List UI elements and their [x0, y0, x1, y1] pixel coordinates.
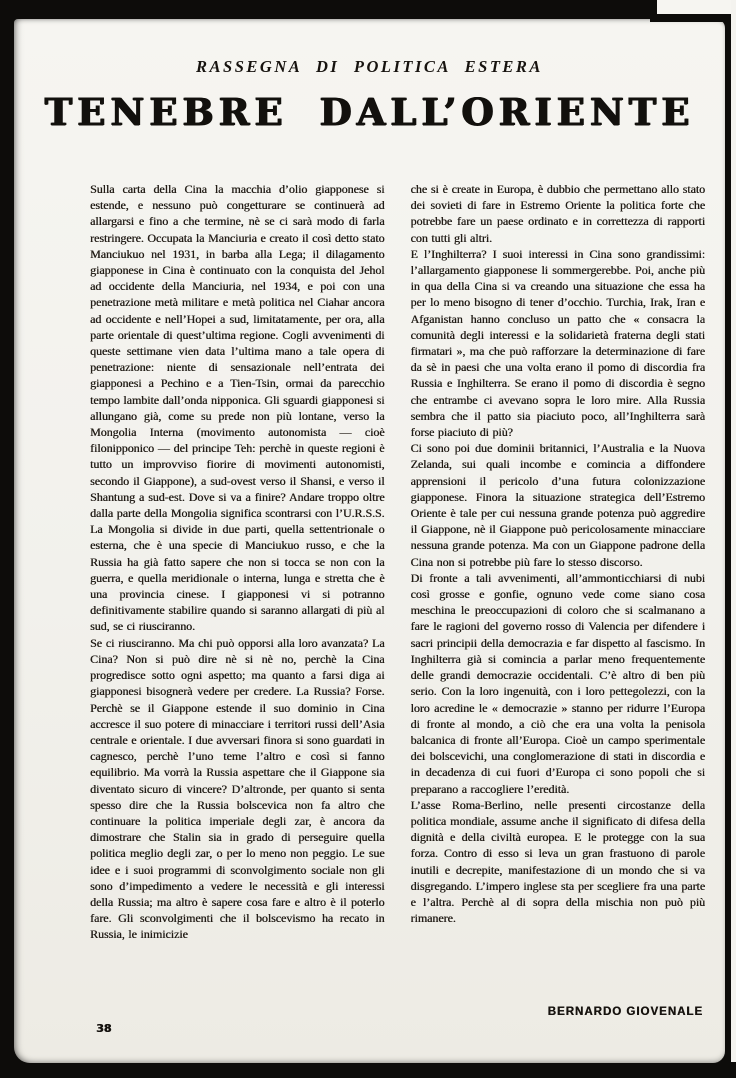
paragraph: Se ci riusciranno. Ma chi può opporsi alla loro avanzata? La Cina? Non si può dire nè si nè no, perchè la Cina progredisce sotto ogni aspetto; ma quanto a farsi diga ai giapponesi bisognerà vedere per credere. La Russia? Forse. Perchè se il Giappone estende il suo dominio in Cina accresce il suo potere di minacciare i territori russi dell’Asia centrale e orientale. I due avversari finora si sono guardati in cagnesco, perchè l’uno teme l’altro e così si fanno equilibrio. Ma vorrà la Russia aspettare che il Giappone sia diventato sicuro di vincere? D’altronde, per quanto si senta spesso dire che la Russia bolscevica non fa altro che continuare la politica imperiale degli zar, è ancora da dimostrare che Stalin sia in grado di perseguire quella politica meglio degli zar, o per lo meno non peggio. Le sue idee e i suoi programmi di sconvolgimento sociale non gli sono d’impedimento a vedere le necessità e gli interessi della Russia; ma altro è sapere cosa fare e altro è il poterlo fare. Gli sconvolgimenti che il bolscevismo ha recato in Russia, le inimicizie [90, 635, 385, 942]
page-number: 38 [96, 1022, 112, 1035]
scan-corner-top-right [657, 0, 736, 15]
author-byline: BERNARDO GIOVENALE [547, 1006, 703, 1018]
scan-edge-step [650, 14, 736, 22]
paragraph: Sulla carta della Cina la macchia d’olio giapponese si estende, e nessuno può congetturare se continuerà ad allargarsi e fino a che termine, nè se ci sarà modo di farla restringere. Occupata la Manciuria e creato il così detto stato Manciukuo nel 1931, in barba alla Lega; il dilagamento giapponese in Cina è continuato con la conquista del Jehol ad occidente della Manciuria, nel 1934, e poi con una penetrazione metà militare e metà politica nel Ciahar ancora ad occidente e nell’Hopei a sud, limitatamente, per ora, alla parte orientale di quest’ultima regione. Cogli avvenimenti di queste settimane vien data l’ultima mano a tale opera di penetrazione: niente di sensazionale nell’entrata dei giapponesi a Pechino e a Tien-Tsin, ormai da parecchio tempo lambite dall’onda nipponica. Gli sguardi giapponesi si allungano già, come su prede non più lontane, verso la Mongolia Interna (movimento autonomista — cioè filonipponico — del principe Teh: perchè in queste regioni è tutto un improvviso fiorire di movimenti autonomisti, secondo il Giappone), a sud-ovest verso il Shansi, e verso il Shantung a sud-est. Dove si va a finire? Andare troppo oltre dalla parte della Mongolia significa scontrarsi con l’U.R.S.S. La Mongolia si divide in due parti, quella settentrionale o esterna, che è una specie di Manciukuo russo, e che la Russia ha già fatto sapere che non si tocca se non con la guerra, e quella meridionale o interna, lunga e stretta che è una provincia cinese. I giapponesi vi si potranno definitivamente stabilire quando si saranno allargati di più al sud, se ci riusciranno. [90, 182, 385, 634]
paragraph: Ci sono poi due dominii britannici, l’Australia e la Nuova Zelanda, sui quali incombe e comincia a diffondere apprensioni il pericolo d’una futura colonizzazione giapponese. Finora la situazione strategica dell’Estremo Oriente è tale per cui nessuna grande potenza può aggredire il Giappone, nè il Giappone può pericolosamente minacciare nessuna grande potenza. Ma con un Giappone padrone della Cina non si potrebbe più fare lo stesso discorso. [410, 441, 705, 569]
right-column [411, 181, 706, 1043]
scan-edge-right-strip [731, 0, 736, 1062]
section-kicker: RASSEGNA DI POLITICA ESTERA [196, 57, 543, 76]
paragraph: che si è create in Europa, è dubbio che permettano allo stato dei sovieti di fare in Estremo Oriente la politica forte che potrebbe fare un paese ordinato e in correttezza di rapporti con tutti gli altri. [410, 182, 705, 245]
left-column [90, 181, 385, 1043]
page-sheet [14, 19, 725, 1063]
paragraph: Di fronte a tali avvenimenti, all’ammonticchiarsi di nubi così grosse e gonfie, ognuno vede come siano cosa meschina le preoccupazioni di coloro che si scalmanano a fare le ragioni del governo rosso di Valencia per difendere i sacri principii della democrazia e far dispetto al fascismo. In Inghilterra già si comincia a parlar meno frequentemente delle grandi democrazie occidentali. C’è altro di ben più serio. Con la loro ingenuità, con i loro pettegolezzi, con la loro acredine le « democrazie » stanno per ridurre l’Europa di fronte al mondo, a ciò che era una volta la penisola balcanica di fronte all’Europa. Cioè un campo sperimentale dei bolscevichi, una conglomerazione di stati in discordia e in decadenza di cui fuori d’Europa ci sono popoli che si preparano a raccogliere l’eredità. [410, 570, 705, 796]
paragraph: E l’Inghilterra? I suoi interessi in Cina sono grandissimi: l’allargamento giapponese li sommergerebbe. Poi, anche più in qua della Cina si va creando una situazione che essa ha per lo meno bisogno di tener d’occhio. Turchia, Irak, Iran e Afganistan hanno concluso un patto che « consacra la comunità degli interessi e la solidarietà fraterna degli stati firmatari », ma che può rafforzare la determinazione di fare da sè in paesi che una volta erano il pomo di discordia fra Russia e Inghilterra. Se erano il pomo di discordia è segno che entrambe ci avevano sopra le loro mire. Alla Russia sembra che il patto sia piaciuto poco, all’Inghilterra sarà forse piaciuto di più? [410, 246, 705, 440]
paragraph: L’asse Roma-Berlino, nelle presenti circostanze della politica mondiale, assume anche il significato di difesa della dignità e della civiltà europea. E le protegge con la sua forza. Contro di esso si leva un gran frastuono di parole inutili e decrepite, manifestazione di un mondo che si va disgregando. L’impero inglese sta per scegliere fra una parte e l’altra. Perchè al di sopra della mischia non può più rimanere. [410, 797, 705, 926]
article-title: TENEBRE DALL’ORIENTE [44, 90, 695, 134]
article-body [90, 181, 705, 1043]
